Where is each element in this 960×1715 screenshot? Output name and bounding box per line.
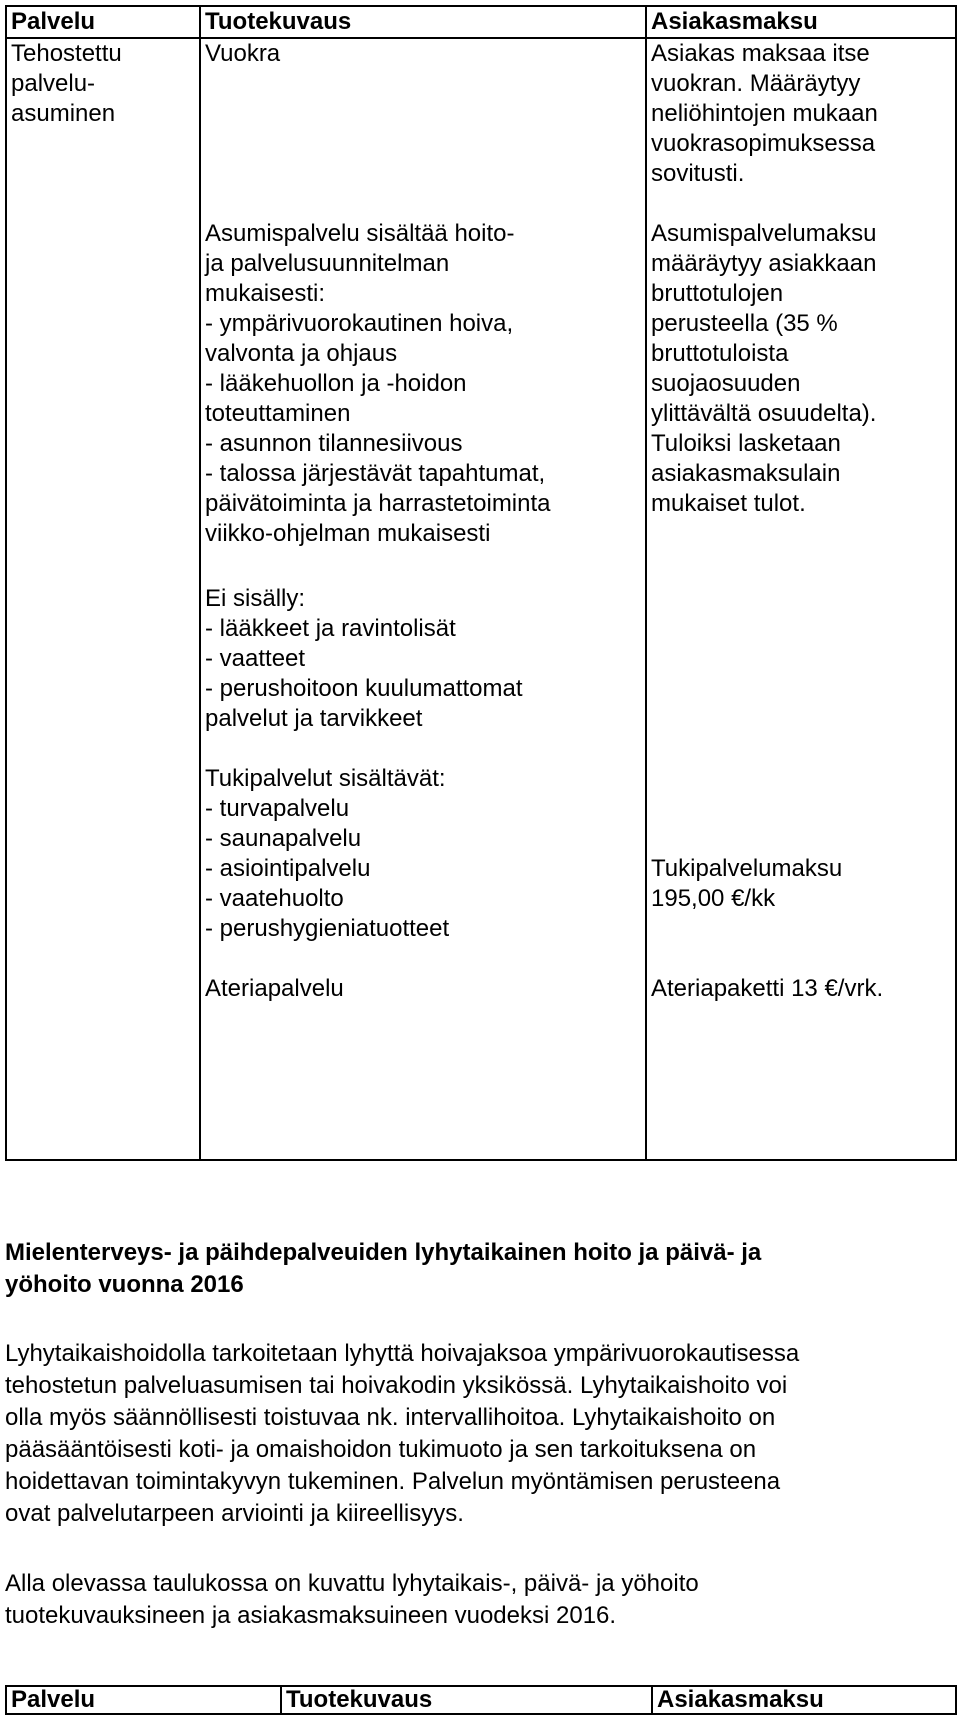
support-services-description: Tukipalvelut sisältävät: - turvapalvelu - saunapalvelu - asiointipalvelu - vaatehuolto - perushygieniatuotteet — [205, 765, 450, 942]
service-name: Tehostettu palvelu- asuminen — [6, 38, 200, 1160]
housing-service-description: Asumispalvelu sisältää hoito- ja palvelusuunnitelman mukaisesti: - ympärivuorokautinen hoiva, valvonta ja ohjaus - lääkehuollon ja -hoidon toteuttaminen - asunnon tilannesiivous - talossa järjestävät tapahtumat, päivätoiminta ja harrastetoiminta viikko-ohjelman mukaisesti — [205, 220, 551, 547]
header-fee: Asiakasmaksu — [652, 1686, 956, 1714]
fee-cell — [646, 38, 956, 1160]
excluded-items: Ei sisälly: - lääkkeet ja ravintolisät - vaatteet - perushoitoon kuulumattomat palvelut ja tarvikkeet — [205, 585, 523, 732]
section-heading: Mielenterveys- ja päihdepalveuiden lyhytaikainen hoito ja päivä- ja yöhoito vuonna 2016 — [5, 1239, 762, 1298]
header-description: Tuotekuvaus — [281, 1686, 652, 1714]
rent-fee: Asiakas maksaa itse vuokran. Määräytyy neliöhintojen mukaan vuokrasopimuksessa sovitusti. — [651, 40, 878, 187]
rent-description: Vuokra — [205, 40, 281, 67]
table-row — [6, 38, 956, 1160]
housing-service-fee: Asumispalvelumaksu määräytyy asiakkaan bruttotulojen perusteella (35 % bruttotuloista suojaosuuden ylittävältä osuudelta). Tuloiksi lasketaan asiakasmaksulain mukaiset tulot. — [651, 220, 877, 517]
short-term-care-table — [5, 1685, 957, 1715]
table-intro-paragraph: Alla olevassa taulukossa on kuvattu lyhytaikais-, päivä- ja yöhoito tuotekuvauksineen ja asiakasmaksuineen vuodeksi 2016. — [5, 1570, 699, 1629]
intro-paragraph: Lyhytaikaishoidolla tarkoitetaan lyhyttä hoivajaksoa ympärivuorokautisessa tehostetun palveluasumisen tai hoivakodin yksikössä. Lyhytaikaishoito voi olla myös säännöllisesti toistuvaa nk. intervallihoitoa. Lyhytaikaishoito on pääsääntöisesti koti- ja omaishoidon tukimuoto ja sen tarkoituksena on hoidettavan toimintakyvyn tukeminen. Palvelun myöntämisen perusteena ovat palvelutarpeen arviointi ja kiireellisyys. — [5, 1340, 800, 1527]
description-cell — [200, 38, 646, 1160]
header-service: Palvelu — [6, 6, 200, 38]
support-services-fee: Tukipalvelumaksu 195,00 €/kk — [651, 855, 843, 912]
meal-service-fee: Ateriapaketti 13 €/vrk. — [651, 975, 884, 1002]
table-header-row — [6, 6, 956, 38]
meal-service-description: Ateriapalvelu — [205, 975, 344, 1002]
header-fee: Asiakasmaksu — [646, 6, 956, 38]
service-fee-table — [5, 5, 957, 1161]
header-description: Tuotekuvaus — [200, 6, 646, 38]
header-service: Palvelu — [6, 1686, 281, 1714]
